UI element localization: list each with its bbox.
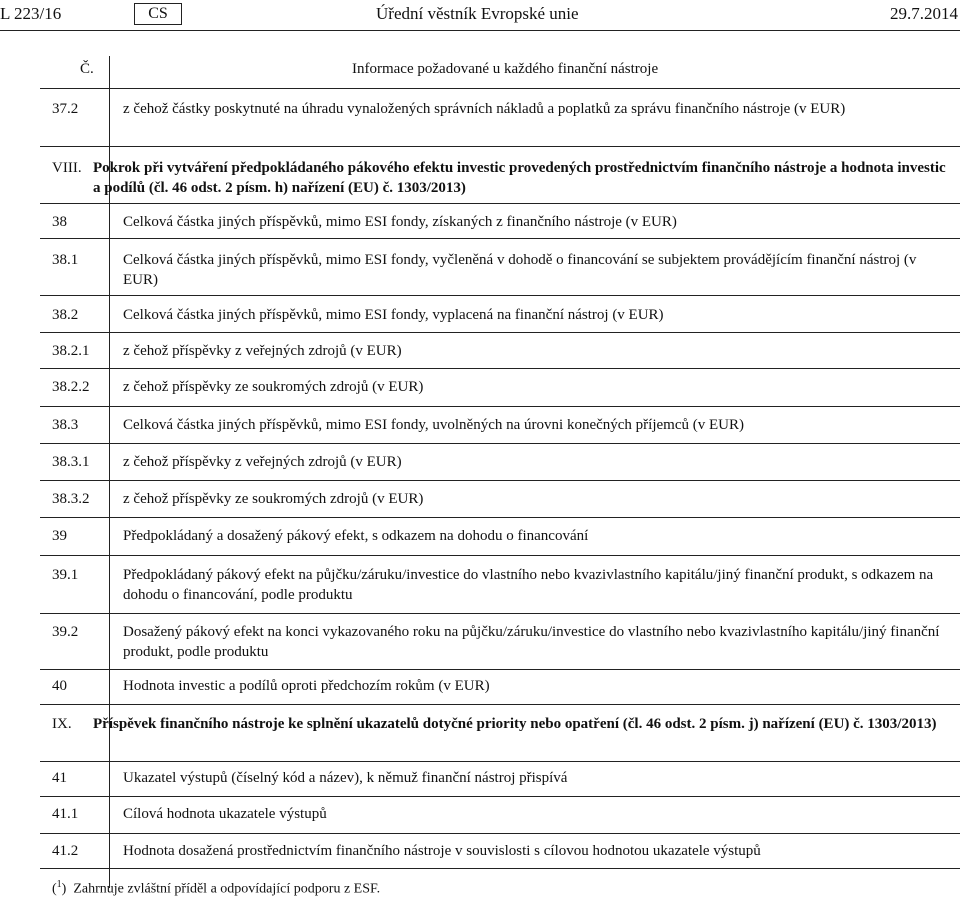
row-number: 39 [52,528,67,544]
section-title: Pokrok při vytváření předpokládaného pákového efektu investic provedených prostřednictvím finančního nástroje a hodnota investic a podílů (čl. 46 odst. 2 písm. h) nařízení (EU) č. 1303/2013) [93,160,946,196]
table-row [40,556,960,614]
row-number: 40 [52,678,67,694]
row-number: 38.2.1 [52,343,90,359]
table-row [40,670,960,705]
footnote-mark: 1 [56,879,62,890]
section-number: VIII. [52,160,82,176]
table-row [40,90,960,147]
row-number: 38.2.2 [52,379,90,395]
page-header [0,0,960,30]
row-text: Hodnota dosažená prostřednictvím finančního nástroje v souvislosti s cílovou hodnotou ukazatele výstupů [123,843,761,859]
row-number: 38.3.2 [52,491,90,507]
row-number: 38.1 [52,252,79,268]
section-row [40,705,960,762]
row-text: z čehož příspěvky ze soukromých zdrojů (v EUR) [123,491,424,507]
row-number: 41 [52,770,67,786]
table-row [40,333,960,369]
row-number: 38.3.1 [52,454,90,470]
footnote-text: Zahrnuje zvláštní příděl a odpovídající podporu z ESF. [73,881,381,897]
row-number: 41.1 [52,806,79,822]
row-number: 38.2 [52,307,79,323]
row-text: Předpokládaný a dosažený pákový efekt, s odkazem na dohodu o financování [123,528,589,544]
row-text: Celková částka jiných příspěvků, mimo ESI fondy, uvolněných na úrovni konečných příjemců (v EUR) [123,417,744,433]
publication-date: 29.7.2014 [890,4,958,23]
row-number: 38 [52,214,67,230]
row-text: Ukazatel výstupů (číselný kód a název), k němuž finanční nástroj přispívá [123,770,568,786]
table-row [40,834,960,869]
row-number: 39.1 [52,567,79,583]
column-header-number: Č. [80,61,94,77]
row-text: Předpokládaný pákový efekt na půjčku/záruku/investice do vlastního nebo kvazivlastního kapitálu/jiný finanční produkt, s odkazem na dohodu o financování, podle produktu [123,567,934,603]
language-badge: CS [134,3,182,25]
row-number: 41.2 [52,843,79,859]
row-text: Dosažený pákový efekt na konci vykazovaného roku na půjčku/záruku/investice do vlastního nebo kvazivlastního kapitálu/jiný finanční produkt, podle produktu [123,624,940,660]
section-number: IX. [52,716,72,732]
table-row [40,239,960,296]
table-row [40,614,960,670]
row-text: z čehož příspěvky z veřejných zdrojů (v EUR) [123,343,402,359]
section-row [40,147,960,204]
table-row [40,444,960,481]
table-header [40,56,960,89]
row-text: z čehož částky poskytnuté na úhradu vynaložených správních nákladů a poplatků za správu finančního nástroje (v EUR) [123,101,846,117]
footnote: ($^1$) Zahrnuje zvláštní příděl a odpovídající podporu z ESF. [52,879,381,897]
row-text: z čehož příspěvky z veřejných zdrojů (v EUR) [123,454,402,470]
table-row [40,797,960,834]
section-title: Příspěvek finančního nástroje ke splnění ukazatelů dotyčné priority nebo opatření (čl. 46 odst. 2 písm. j) nařízení (EU) č. 1303/2013) [93,716,937,732]
row-number: 37.2 [52,101,79,117]
row-text: z čehož příspěvky ze soukromých zdrojů (v EUR) [123,379,424,395]
header-rule [0,30,960,31]
journal-title: Úřední věstník Evropské unie [376,4,579,23]
row-text: Cílová hodnota ukazatele výstupů [123,806,327,822]
row-text: Celková částka jiných příspěvků, mimo ESI fondy, vyplacená na finanční nástroj (v EUR) [123,307,664,323]
page-reference: L 223/16 [0,4,62,23]
row-text: Hodnota investic a podílů oproti předchozím rokům (v EUR) [123,678,490,694]
table-row [40,407,960,444]
row-text: Celková částka jiných příspěvků, mimo ESI fondy, vyčleněná v dohodě o financování se subjektem provádějícím finanční nástroj (v EUR) [123,252,917,288]
table-row [40,204,960,239]
table-row [40,481,960,518]
table-row [40,762,960,797]
table-row [40,296,960,333]
row-number: 38.3 [52,417,79,433]
row-number: 39.2 [52,624,79,640]
table-row [40,369,960,407]
row-text: Celková částka jiných příspěvků, mimo ESI fondy, získaných z finančního nástroje (v EUR) [123,214,677,230]
column-header-information: Informace požadované u každého finanční nástroje [352,61,659,77]
table-row [40,518,960,556]
